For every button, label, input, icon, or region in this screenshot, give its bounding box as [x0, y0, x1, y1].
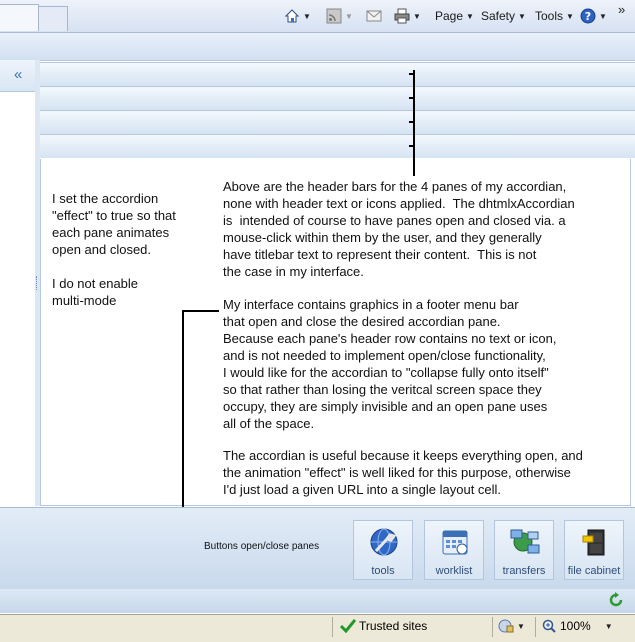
chevron-down-icon: ▼ — [413, 11, 421, 21]
zoom-level: 100% — [560, 619, 591, 633]
footer-button-label: tools — [371, 565, 395, 577]
footer-button-label: transfers — [502, 565, 546, 577]
svg-text:?: ? — [584, 10, 592, 23]
chevron-down-icon: ▼ — [517, 621, 525, 631]
status-separator — [332, 617, 333, 637]
footer-refresh-row — [0, 589, 635, 613]
toolbar-overflow-chevron-icon[interactable]: » — [618, 2, 626, 17]
status-separator — [492, 617, 493, 637]
wrench-globe-icon — [369, 527, 399, 557]
globe-lock-icon — [498, 619, 514, 633]
status-separator — [535, 617, 536, 637]
protected-mode-button[interactable] — [498, 619, 525, 633]
chevron-down-icon: ▼ — [566, 11, 574, 21]
network-computers-icon — [510, 527, 540, 557]
footer-button-file-cabinet[interactable] — [564, 520, 624, 580]
footer-button-worklist[interactable] — [424, 520, 484, 580]
safety-menu-label: Safety — [481, 9, 516, 23]
collapse-left-icon[interactable]: « — [14, 66, 23, 83]
chevron-down-icon: ▼ — [604, 621, 613, 631]
footer-button-transfers[interactable] — [494, 520, 554, 580]
chevron-down-icon: ▼ — [345, 11, 353, 21]
security-zone-label: Trusted sites — [359, 619, 428, 633]
page-menu-label: Page — [435, 9, 464, 23]
calendar-icon — [440, 527, 470, 557]
checkmark-icon — [340, 619, 356, 633]
zoom-icon — [542, 619, 556, 633]
note-accordion-settings: I set the accordion "effect" to true so that each pane animates open and closed. I do not enable multi-mode — [52, 191, 176, 308]
chevron-down-icon: ▼ — [466, 11, 474, 21]
buttons-annotation-label: Buttons open/close panes — [204, 541, 320, 552]
note-accordion-usefulness: The accordian is useful because it keeps everything open, and the animation "effect" is well liked for this purpose, otherwise I'd just load a given URL into a single layout cell. — [223, 448, 583, 497]
footer-button-tools[interactable] — [353, 520, 413, 580]
note-header-bars: Above are the header bars for the 4 panes of my accordian, none with header text or icons applied. The dhtmlxAccordian is intended of course to have panes open and closed via. a mouse-click within them by the user, and they generally have titlebar text to represent their content. This is not the case in my interface. — [223, 179, 575, 279]
footer-button-label: worklist — [435, 565, 473, 577]
tools-menu-label: Tools — [535, 9, 564, 23]
chevron-down-icon: ▼ — [518, 11, 526, 21]
footer-button-label: file cabinet — [567, 565, 621, 577]
chevron-down-icon: ▼ — [303, 11, 311, 21]
chevron-down-icon: ▼ — [599, 11, 607, 21]
zoom-control[interactable] — [542, 619, 613, 633]
refresh-icon[interactable] — [608, 592, 624, 608]
note-footer-graphics: My interface contains graphics in a footer menu bar that open and close the desired accordian pane. Because each pane's header row contains no text or icon, and is not needed to implement open/close functionality, I would like for the accordian to "collapse fully onto itself" so that rather than losing the veritcal screen space they occupy, they are simply invisible and an open pane uses all of the space. — [223, 297, 557, 431]
browser-status-bar — [0, 614, 635, 642]
security-zone[interactable] — [340, 619, 427, 633]
file-cabinet-icon — [580, 527, 610, 557]
